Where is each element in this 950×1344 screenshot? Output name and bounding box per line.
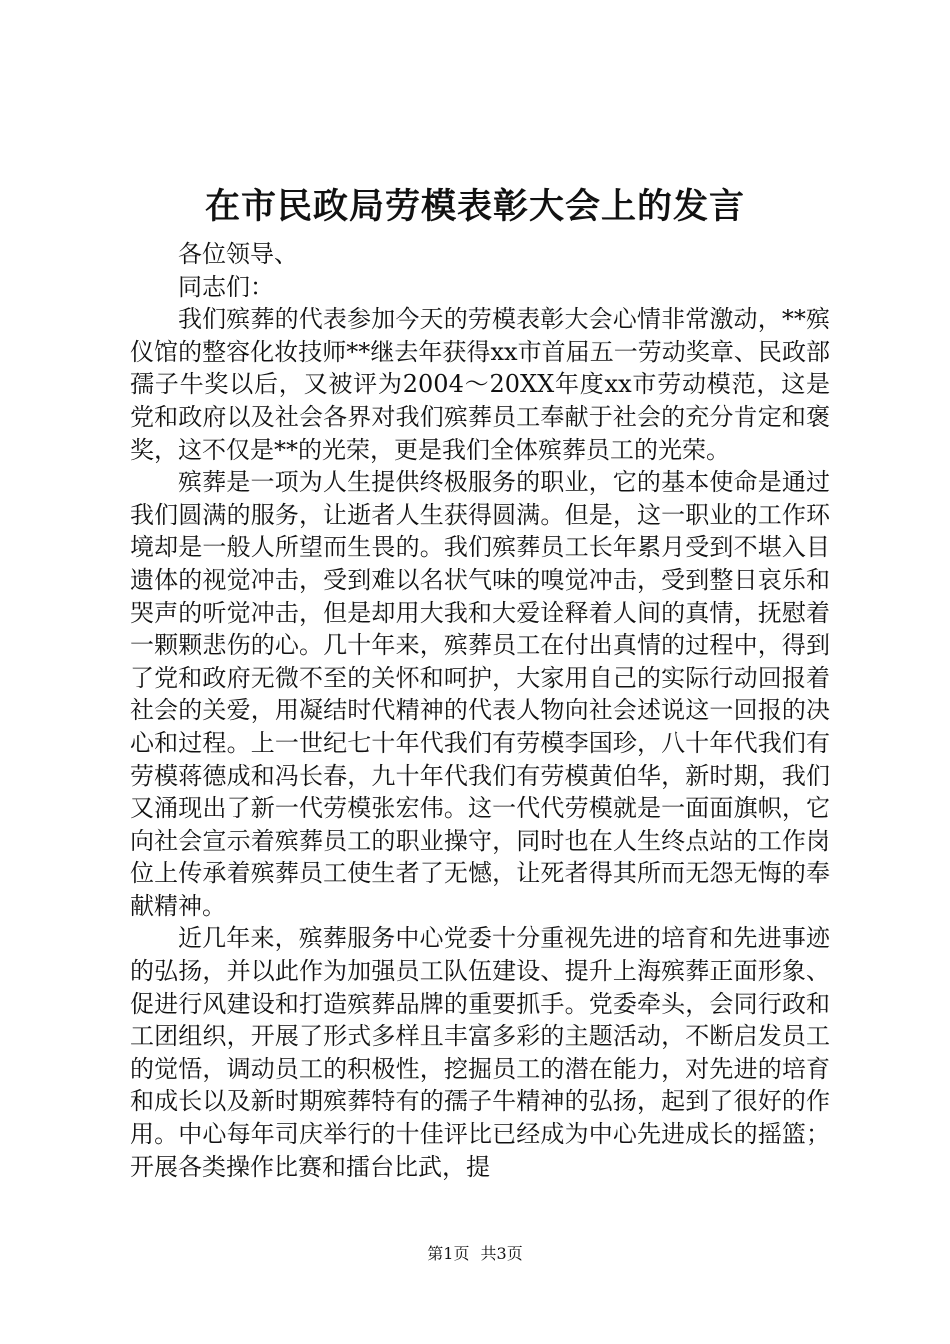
page-total: 共3页 <box>480 1244 523 1263</box>
salutation-line: 各位领导、 <box>178 240 298 268</box>
body-paragraph: 近几年来，殡葬服务中心党委十分重视先进的培育和先进事迹的弘扬，并以此作为加强员工队伍建设、提升上海殡葬正面形象、促进行风建设和打造殡葬品牌的重要抓手。党委牵头，会同行政和工团组织，开展了形式多样且丰富多彩的主题活动，不断启发员工的觉悟，调动员工的积极性，挖掘员工的潜在能力，对先进的培育和成长以及新时期殡葬特有的孺子牛精神的弘扬，起到了很好的作用。中心每年司庆举行的十佳评比已经成为中心先进成长的摇篮；开展各类操作比赛和擂台比武，提 <box>130 924 830 1181</box>
page-footer <box>0 1243 950 1265</box>
salutation-line: 同志们： <box>178 272 274 301</box>
body-paragraph: 殡葬是一项为人生提供终极服务的职业，它的基本使命是通过我们圆满的服务，让逝者人生获得圆满。但是，这一职业的工作环境却是一般人所望而生畏的。我们殡葬员工长年累月受到不堪入目遗体的视觉冲击，受到难以名状气味的嗅觉冲击，受到整日哀乐和哭声的听觉冲击，但是却用大我和大爱诠释着人间的真情，抚慰着一颗颗悲伤的心。几十年来，殡葬员工在付出真情的过程中，得到了党和政府无微不至的关怀和呵护，大家用自己的实际行动回报着社会的关爱，用凝结时代精神的代表人物向社会述说这一回报的决心和过程。上一世纪七十年代我们有劳模李国珍，八十年代我们有劳模蒋德成和冯长春，九十年代我们有劳模黄伯华，新时期，我们又涌现出了新一代劳模张宏伟。这一代代劳模就是一面面旗帜，它向社会宣示着殡葬员工的职业操守，同时也在人生终点站的工作岗位上传承着殡葬员工使生者了无憾，让死者得其所而无怨无悔的奉献精神。 <box>130 468 830 920</box>
body-paragraph: 我们殡葬的代表参加今天的劳模表彰大会心情非常激动，**殡仪馆的整容化妆技师**继去年获得xx市首届五一劳动奖章、民政部孺子牛奖以后，又被评为2004～20XX年度xx市劳动模范，这是党和政府以及社会各界对我们殡葬员工奉献于社会的充分肯定和褒奖，这不仅是**的光荣，更是我们全体殡葬员工的光荣。 <box>130 305 830 464</box>
page-number: 第1页 <box>427 1244 470 1263</box>
document-body <box>130 238 830 1183</box>
page-title: 在市民政局劳模表彰大会上的发言 <box>204 186 745 227</box>
